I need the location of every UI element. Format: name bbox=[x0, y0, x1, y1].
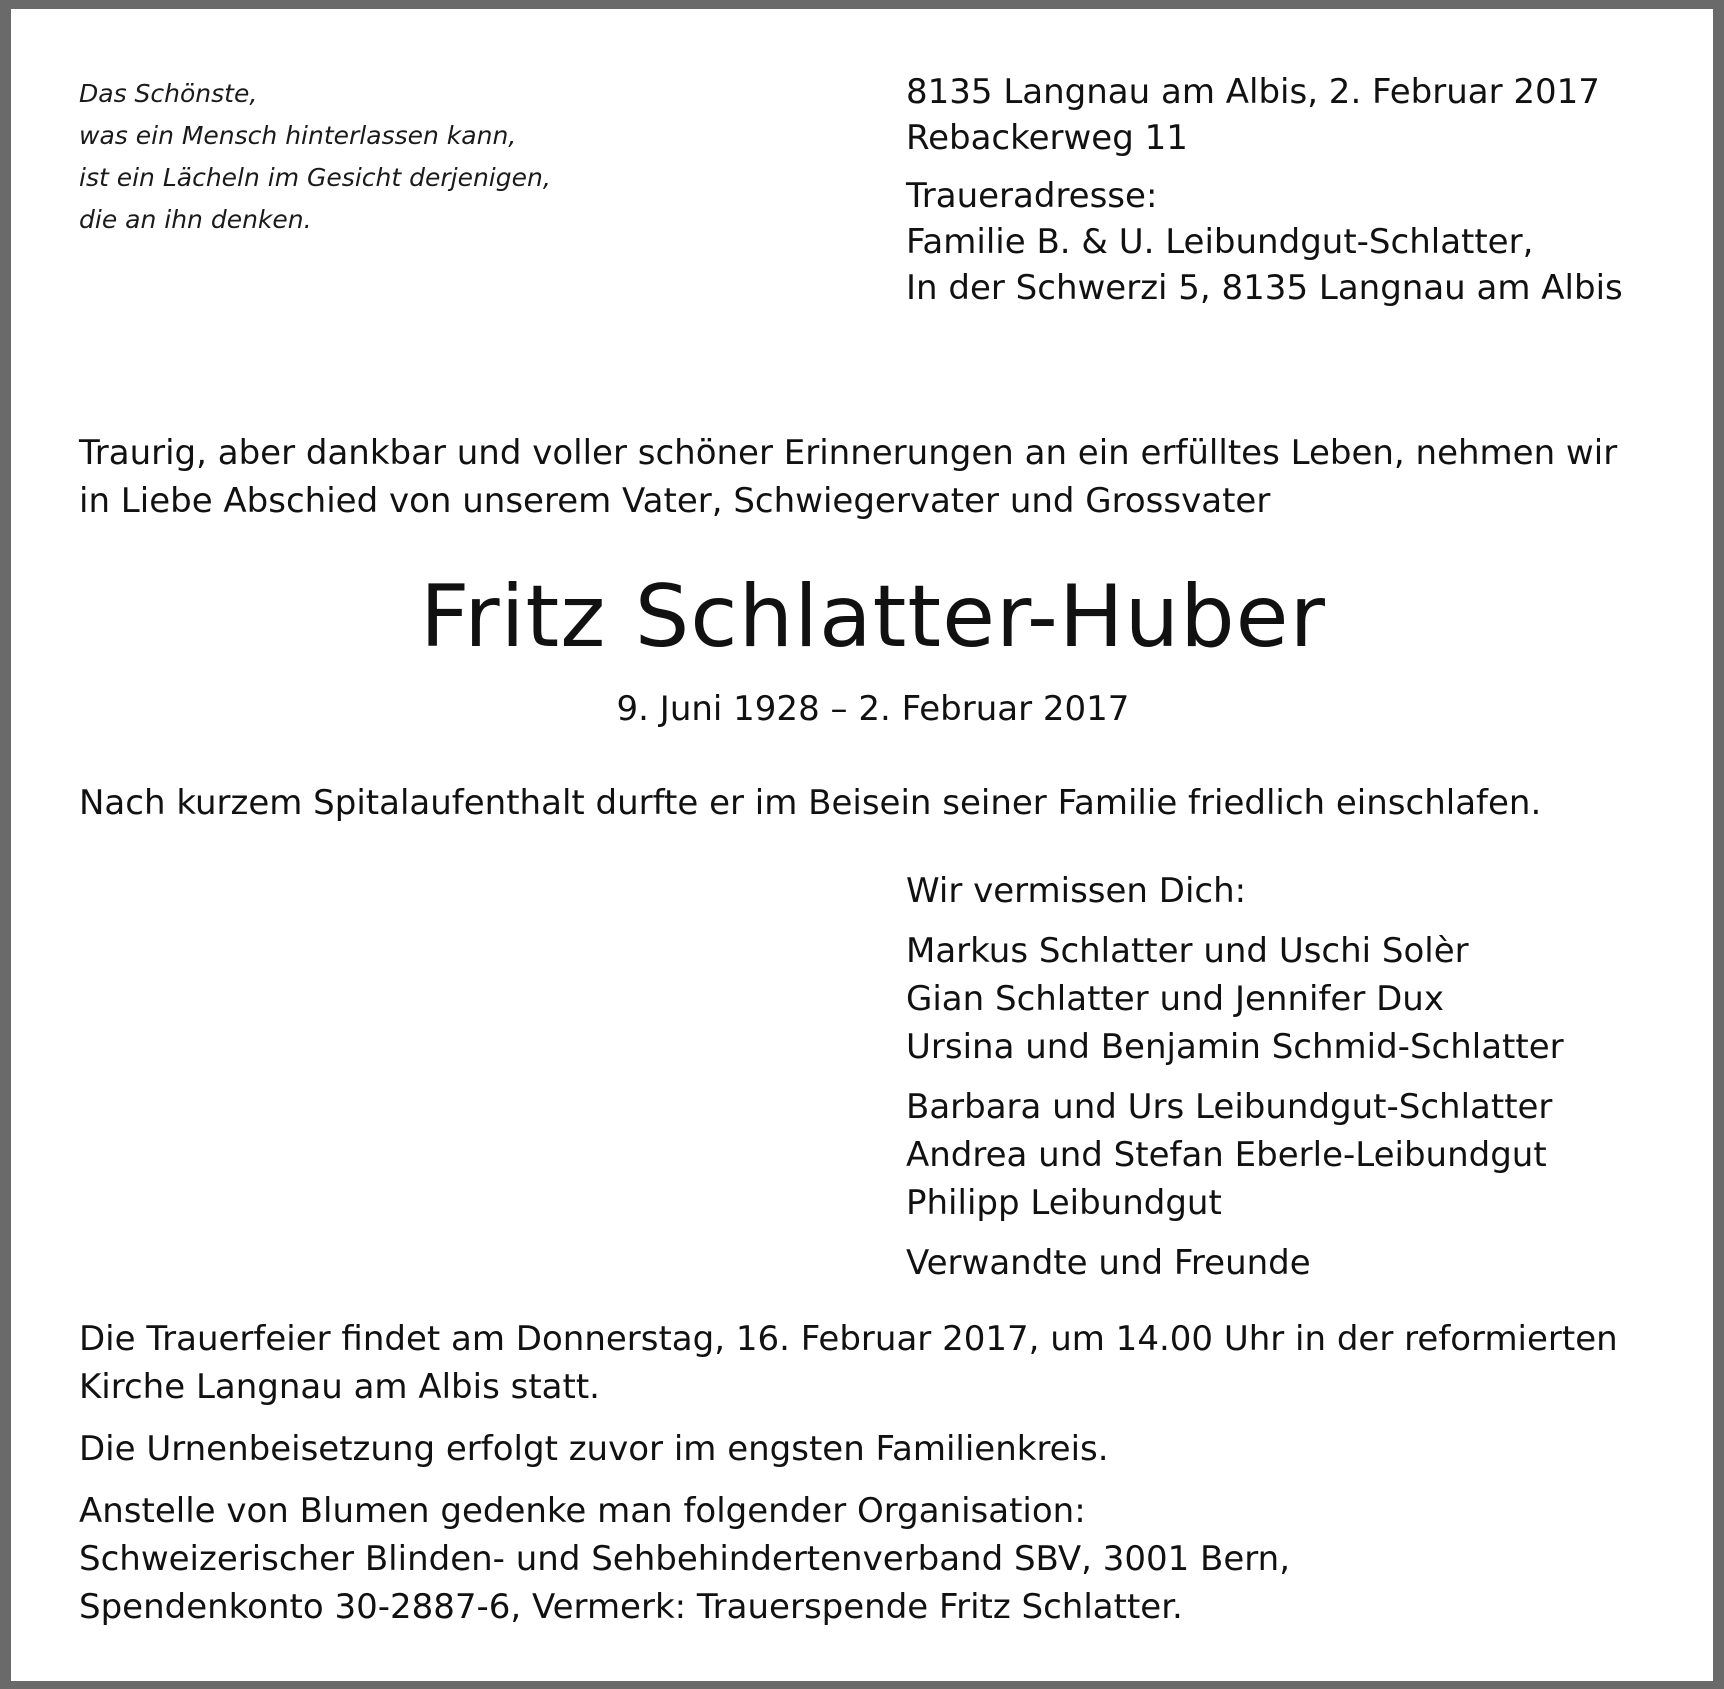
passing-text: Nach kurzem Spitalaufenthalt durfte er im Beisein seiner Familie friedlich einschlafen. bbox=[79, 783, 1542, 823]
donation-text: Anstelle von Blumen gedenke man folgender Organisation: bbox=[79, 1491, 1086, 1531]
life-dates: 9. Juni 1928 – 2. Februar 2017 bbox=[616, 689, 1130, 729]
address-block bbox=[906, 69, 1623, 311]
mourners-heading: Wir vermissen Dich: bbox=[906, 871, 1247, 911]
donation-text: Spendenkonto 30-2887-6, Vermerk: Trauerspende Fritz Schlatter. bbox=[79, 1587, 1183, 1627]
ceremony-text: Kirche Langnau am Albis statt. bbox=[79, 1367, 600, 1407]
mourner-name: Philipp Leibundgut bbox=[906, 1183, 1222, 1223]
mourner-name: Ursina und Benjamin Schmid-Schlatter bbox=[906, 1027, 1564, 1067]
street-address: Rebackerweg 11 bbox=[906, 118, 1188, 158]
mourner-name: Barbara und Urs Leibundgut-Schlatter bbox=[906, 1087, 1553, 1127]
mourners-list bbox=[906, 867, 1564, 1287]
motto-quote bbox=[79, 73, 551, 241]
donation-text: Schweizerischer Blinden- und Sehbehindertenverband SBV, 3001 Bern, bbox=[79, 1539, 1291, 1579]
motto-line: die an ihn denken. bbox=[79, 205, 312, 234]
intro-line: Traurig, aber dankbar und voller schöner Erinnerungen an ein erfülltes Leben, nehmen wir bbox=[79, 433, 1618, 473]
mourners-others: Verwandte und Freunde bbox=[906, 1243, 1311, 1283]
intro-text bbox=[79, 429, 1617, 525]
mourner-name: Andrea und Stefan Eberle-Leibundgut bbox=[906, 1135, 1547, 1175]
mourner-name: Gian Schlatter und Jennifer Dux bbox=[906, 979, 1444, 1019]
deceased-name: Fritz Schlatter-Huber bbox=[420, 567, 1326, 667]
service-details bbox=[79, 1315, 1618, 1631]
motto-line: was ein Mensch hinterlassen kann, bbox=[79, 121, 517, 150]
motto-line: Das Schönste, bbox=[79, 79, 258, 108]
mourning-address-family: Familie B. & U. Leibundgut-Schlatter, bbox=[906, 222, 1534, 262]
mourning-address-street: In der Schwerzi 5, 8135 Langnau am Albis bbox=[906, 268, 1623, 308]
mourning-address-label: Traueradresse: bbox=[906, 176, 1158, 216]
ceremony-text: Die Trauerfeier findet am Donnerstag, 16. Februar 2017, um 14.00 Uhr in der reformierten bbox=[79, 1319, 1618, 1359]
intro-line: in Liebe Abschied von unserem Vater, Schwiegervater und Grossvater bbox=[79, 481, 1271, 521]
motto-line: ist ein Lächeln im Gesicht derjenigen, bbox=[79, 163, 551, 192]
urn-burial-text: Die Urnenbeisetzung erfolgt zuvor im engsten Familienkreis. bbox=[79, 1429, 1109, 1469]
place-date: 8135 Langnau am Albis, 2. Februar 2017 bbox=[906, 72, 1600, 112]
mourner-name: Markus Schlatter und Uschi Solèr bbox=[906, 931, 1469, 971]
